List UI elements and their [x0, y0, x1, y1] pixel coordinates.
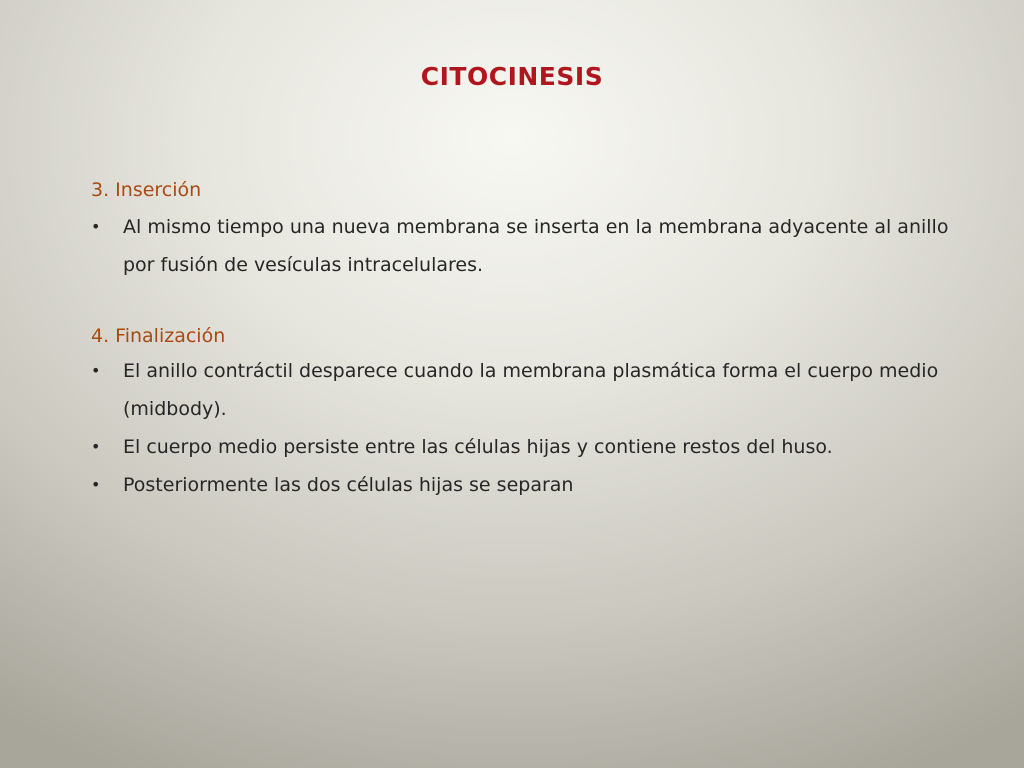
- bullet-text: El cuerpo medio persiste entre las células hijas y contiene restos del huso.: [123, 436, 833, 458]
- bullet-text: El anillo contráctil desparece cuando la membrana plasmática forma el cuerpo medio (midbody).: [123, 360, 939, 420]
- bullet-item: [91, 428, 951, 466]
- bullet-item: [91, 352, 951, 428]
- bullet-dot-icon: •: [91, 475, 101, 494]
- slide-title: CITOCINESIS: [420, 62, 604, 91]
- section-insercion: [91, 174, 951, 284]
- bullet-text: Al mismo tiempo una nueva membrana se inserta en la membrana adyacente al anillo por fusión de vesículas intracelulares.: [123, 216, 949, 276]
- bullet-list: [91, 208, 951, 284]
- bullet-list: [91, 352, 951, 504]
- bullet-text: Posteriormente las dos células hijas se separan: [123, 474, 574, 496]
- section-heading: 3. Inserción: [91, 179, 202, 201]
- bullet-item: [91, 466, 951, 504]
- bullet-dot-icon: •: [91, 361, 101, 380]
- section-heading: 4. Finalización: [91, 325, 226, 347]
- bullet-dot-icon: •: [91, 437, 101, 456]
- bullet-dot-icon: •: [91, 217, 101, 236]
- bullet-item: [91, 208, 951, 284]
- slide-content: [91, 174, 951, 504]
- section-finalizacion: [91, 320, 951, 504]
